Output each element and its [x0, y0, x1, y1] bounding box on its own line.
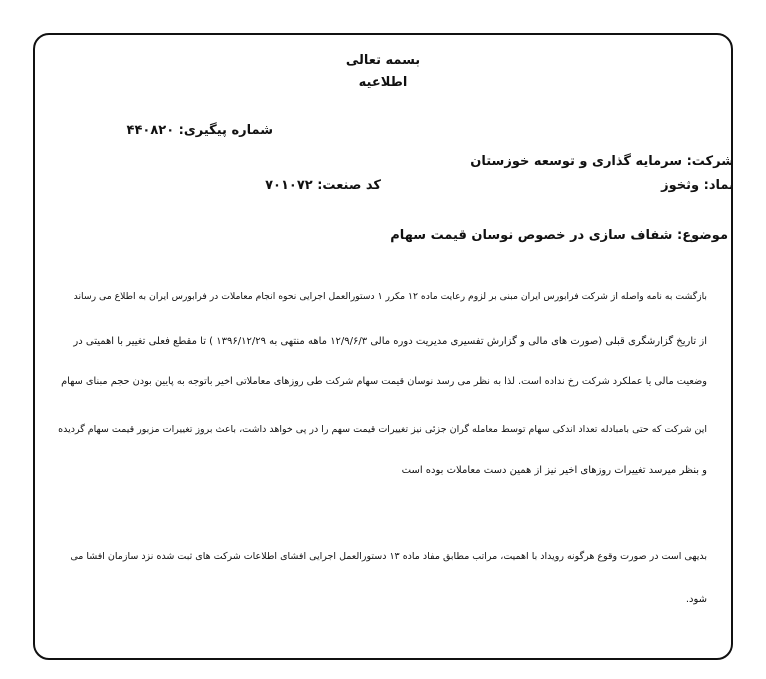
basmala-heading: بسمه تعالی: [345, 53, 421, 68]
footer-line: شود.: [685, 594, 707, 605]
subject-label: موضوع:: [677, 228, 728, 243]
body-line: از تاریخ گزارشگری قبلی (صورت های مالی و گزارش تفسیری مدیریت دوره مالی ۱۲/۹/۶/۳ ماهه منتهی به ۱۳۹۶/۱۲/۲۹ ) تا مقطع فعلی تغییر با اهمیتی در: [73, 336, 707, 347]
notice-title: اطلاعیه: [358, 75, 408, 90]
tracking-value: ۴۴۰۸۲۰: [126, 123, 175, 138]
company-name: سرمایه گذاری و توسعه خوزستان: [470, 154, 683, 169]
company-label: شرکت:: [686, 154, 734, 169]
industry-code-row: [265, 178, 381, 193]
body-line: این شرکت که حتی بامبادله تعداد اندکی سهام توسط معامله گران جزئی نیز تغییرات قیمت سهم را در پی خواهد داشت، باعث بروز تغییرات مزبور قیمت سهام گردیده: [58, 424, 707, 435]
industry-code-label: کد صنعت:: [317, 178, 381, 193]
body-line: و بنظر میرسد تغییرات روزهای اخیر نیز از همین دست معاملات بوده است: [401, 465, 707, 476]
tracking-label: شماره پیگیری:: [178, 123, 273, 138]
body-line: بازگشت به نامه واصله از شرکت فرابورس ایران مبنی بر لزوم رعایت ماده ۱۲ مکرر ۱ دستورالعمل اجرایی نحوه انجام معاملات در فرابورس ایران به اطلاع می رساند: [73, 291, 707, 302]
body-line: وضعیت مالی یا عملکرد شرکت رخ نداده است. لذا به نظر می رسد نوسان قیمت سهام شرکت طی روزهای معاملاتی اخیر باتوجه به پایین بودن حجم مبنای سهام: [61, 376, 707, 387]
symbol-row: [661, 178, 734, 193]
subject-row: [390, 228, 728, 243]
symbol-label: نماد:: [703, 178, 734, 193]
industry-code-value: ۷۰۱۰۷۲: [265, 178, 313, 193]
company-row: [470, 154, 734, 169]
symbol-value: وثخوز: [661, 178, 700, 193]
tracking-number: [127, 123, 273, 138]
footer-line: بدیهی است در صورت وقوع هرگونه رویداد با اهمیت، مراتب مطابق مفاد ماده ۱۳ دستورالعمل اجرایی افشای اطلاعات شرکت های ثبت شده نزد سازمان افشا می: [70, 551, 707, 562]
subject-value: شفاف سازی در خصوص نوسان قیمت سهام: [390, 228, 673, 243]
